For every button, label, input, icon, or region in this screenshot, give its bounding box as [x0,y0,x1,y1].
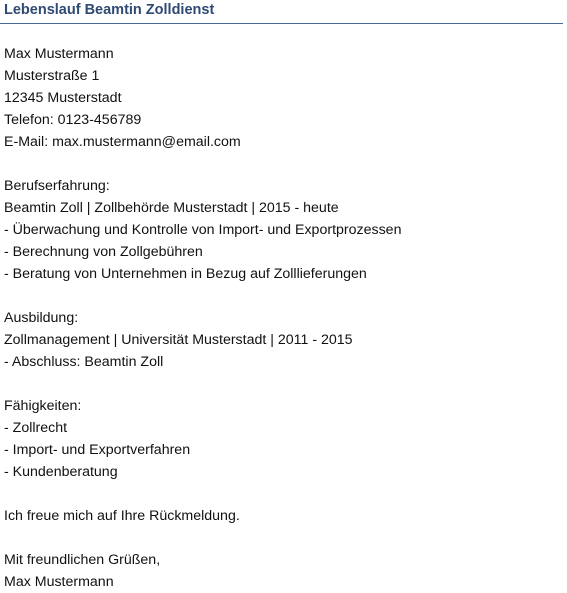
skills-heading: Fähigkeiten: [4,398,82,414]
education-heading: Ausbildung: [4,310,79,326]
closing-sentence: Ich freue mich auf Ihre Rückmeldung. [4,508,240,524]
skills-item: - Zollrecht [4,420,68,436]
contact-email: E-Mail: max.mustermann@email.com [4,134,241,150]
closing-greeting: Mit freundlichen Grüßen, [4,552,161,568]
contact-name: Max Mustermann [4,46,114,62]
contact-street: Musterstraße 1 [4,68,100,84]
education-entry: Zollmanagement | Universität Musterstadt | 2011 - 2015 [4,332,353,348]
closing-signature: Max Mustermann [4,574,114,590]
document-title: Lebenslauf Beamtin Zolldienst [4,2,215,18]
skills-item: - Kundenberatung [4,464,118,480]
contact-city: 12345 Musterstadt [4,90,122,106]
experience-item: - Beratung von Unternehmen in Bezug auf Zolllieferungen [4,266,367,282]
spacer [4,483,567,505]
skills-item: - Import- und Exportverfahren [4,442,191,458]
education-item: - Abschluss: Beamtin Zoll [4,354,164,370]
contact-phone: Telefon: 0123-456789 [4,112,142,128]
experience-heading: Berufserfahrung: [4,178,110,194]
experience-item: - Berechnung von Zollgebühren [4,244,203,260]
spacer [4,527,567,549]
document-body [4,43,567,593]
title-divider [0,23,563,24]
experience-item: - Überwachung und Kontrolle von Import- und Exportprozessen [4,222,402,238]
experience-position: Beamtin Zoll | Zollbehörde Musterstadt | 2015 - heute [4,200,339,216]
spacer [4,373,567,395]
spacer [4,153,567,175]
spacer [4,285,567,307]
